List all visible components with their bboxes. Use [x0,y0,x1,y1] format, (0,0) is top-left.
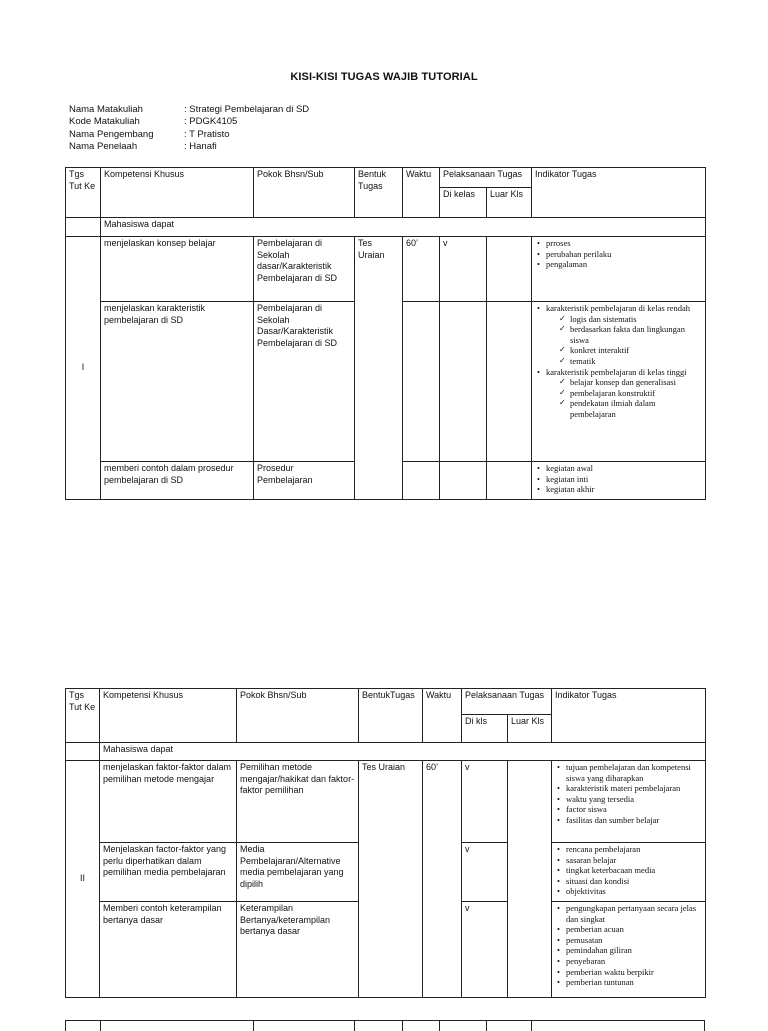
pokok-cell: Pemilihan metode mengajar/hakikat dan faktor-faktor pemilihan [237,761,359,843]
empty-cell [66,743,100,761]
indikator-item: • factor siswa [566,804,702,815]
indikator-item [546,367,702,420]
indikator-item: • karakteristik materi pembelajaran [566,783,702,794]
header-bentuk: Bentuk Tugas [355,168,403,218]
header-tgs: Tgs Tut Ke [66,689,100,743]
indikator-item: • pengungkapan pertanyaan secara jelas dan singkat [566,903,702,924]
pokok-cell: Keterampilan Bertanya/keterampilan bertanya dasar [237,902,359,998]
luar-kls-cell [487,302,532,462]
luar-kls-cell [508,761,552,998]
indikator-item: • tujuan pembelajaran dan kompetensi siswa yang diharapkan [566,762,702,783]
indikator-cell [552,902,706,998]
pokok-cell: Pembelajaran di Sekolah Dasar/Karakteristik Pembelajaran di SD [254,302,355,462]
di-kls-cell: v [462,843,508,902]
header-luar-kls: Luar Kls [508,715,552,743]
meta-label: Nama Penelaah [69,140,138,152]
kompetensi-cell: menjelaskan konsep belajar [101,237,254,302]
intro-text: Mahasiswa dapat [100,743,706,761]
tugas-number: II [66,761,100,998]
indikator-item: • prroses [546,238,702,249]
bentuk-tugas-cell: Tes Uraian [355,237,403,500]
di-kls-cell: v [462,902,508,998]
indikator-item: • pengalaman [546,259,702,270]
bentuk-tugas-cell: Tes Uraian [359,761,423,998]
indikator-cell [532,462,706,500]
meta-label: Nama Matakuliah [69,104,143,115]
meta-value: : T Pratisto [184,128,230,140]
luar-kls-cell [487,237,532,302]
header-pokok: Pokok Bhsn/Sub [237,689,359,743]
indikator-cell [552,843,706,902]
meta-row [69,141,309,153]
indikator-item: • perubahan perilaku [546,249,702,260]
indikator-item: • rencana pembelajaran [566,844,702,855]
header-pokok: Pokok Bhsn/Sub [254,168,355,218]
kompetensi-cell: memberi contoh dalam prosedur pembelajaran di SD [101,462,254,500]
indikator-subitem: ✓ tematik [559,356,702,367]
indikator-item: • penyebaran [566,956,702,967]
meta-value: : Strategi Pembelajaran di SD [184,104,310,115]
pokok-cell: Prosedur Pembelajaran [254,462,355,500]
header-indikator: Indikator Tugas [552,689,706,743]
indikator-item: • sasaran belajar [566,855,702,866]
header-tgs: Tgs Tut Ke [66,168,101,218]
indikator-cell [552,761,706,843]
indikator-item: • fasilitas dan sumber belajar [566,815,702,826]
kompetensi-cell: menjelaskan karakteristik pembelajaran di SD [101,302,254,462]
header-pelaksanaan: Pelaksanaan Tugas [440,168,532,188]
header-di-kls: Di kls [462,715,508,743]
indikator-subitem: ✓ pendekatan ilmiah dalam pembelajaran [559,398,702,419]
indikator-item: • kegiatan awal [546,463,702,474]
header-luar-kls: Luar Kls [487,188,532,218]
indikator-item: • waktu yang tersedia [566,794,702,805]
kompetensi-cell: Menjelaskan factor-faktor yang perlu diperhatikan dalam pemilihan media pembelajaran [100,843,237,902]
next-table-edge [65,1020,705,1031]
indikator-subitem: ✓ belajar konsep dan generalisasi [559,377,702,388]
indikator-item: • pemberian tuntunan [566,977,702,988]
indikator-item: • situasi dan kondisi [566,876,702,887]
di-kelas-cell [440,302,487,462]
tugas-number: I [66,237,101,500]
kisi-kisi-table-1 [65,167,706,500]
pokok-cell: Media Pembelajaran/Alternative media pembelajaran yang dipilih [237,843,359,902]
course-info [69,104,309,153]
meta-label: Kode Matakuliah [69,116,140,128]
meta-value: : Hanafi [184,140,217,152]
header-pelaksanaan: Pelaksanaan Tugas [462,689,552,715]
kompetensi-cell: menjelaskan faktor-faktor dalam pemilihan metode mengajar [100,761,237,843]
document-title: KISI-KISI TUGAS WAJIB TUTORIAL [290,71,478,83]
indikator-item: • pemindahan giliran [566,945,702,956]
indikator-item: • kegiatan akhir [546,484,702,495]
meta-row [69,116,309,128]
waktu-cell [403,462,440,500]
header-waktu: Waktu [423,689,462,743]
indikator-group-title: karakteristik pembelajaran di kelas rendah [546,303,690,313]
meta-row [69,129,309,141]
indikator-cell [532,237,706,302]
header-bentuk: BentukTugas [359,689,423,743]
pokok-cell: Pembelajaran di Sekolah dasar/Karakteristik Pembelajaran di SD [254,237,355,302]
di-kelas-cell [440,462,487,500]
waktu-cell: 60’ [403,237,440,302]
indikator-cell [532,302,706,462]
meta-row [69,104,309,116]
indikator-group-title: karakteristik pembelajaran di kelas tinggi [546,366,687,377]
kompetensi-cell: Memberi contoh keterampilan bertanya dasar [100,902,237,998]
indikator-subitem: ✓ berdasarkan fakta dan lingkungan siswa [559,324,702,345]
indikator-item: • pemberian waktu berpikir [566,967,702,978]
header-indikator: Indikator Tugas [532,168,706,218]
luar-kls-cell [487,462,532,500]
empty-cell [66,218,101,237]
waktu-cell [403,302,440,462]
header-di-kelas: Di kelas [440,188,487,218]
waktu-cell: 60’ [423,761,462,998]
header-waktu: Waktu [403,168,440,218]
kisi-kisi-table-2 [65,688,706,998]
indikator-item: • objektivitas [566,886,702,897]
indikator-item: • tingkat keterbacaan media [566,865,702,876]
indikator-subitem: ✓ pembelajaran konstruktif [559,388,702,399]
meta-value: : PDGK4105 [184,116,238,128]
indikator-item: • pemusatan [566,935,702,946]
indikator-subitem: ✓ konkret interaktif [559,345,702,356]
indikator-item [546,303,702,367]
indikator-subitem: ✓ logis dan sistematis [559,314,702,325]
intro-text: Mahasiswa dapat [101,218,706,237]
meta-label: Nama Pengembang [69,128,154,140]
indikator-item: • pemberian acuan [566,924,702,935]
indikator-item: • kegiatan inti [546,474,702,485]
di-kls-cell: v [462,761,508,843]
header-kompetensi: Kompetensi Khusus [100,689,237,743]
di-kelas-cell: v [440,237,487,302]
header-kompetensi: Kompetensi Khusus [101,168,254,218]
